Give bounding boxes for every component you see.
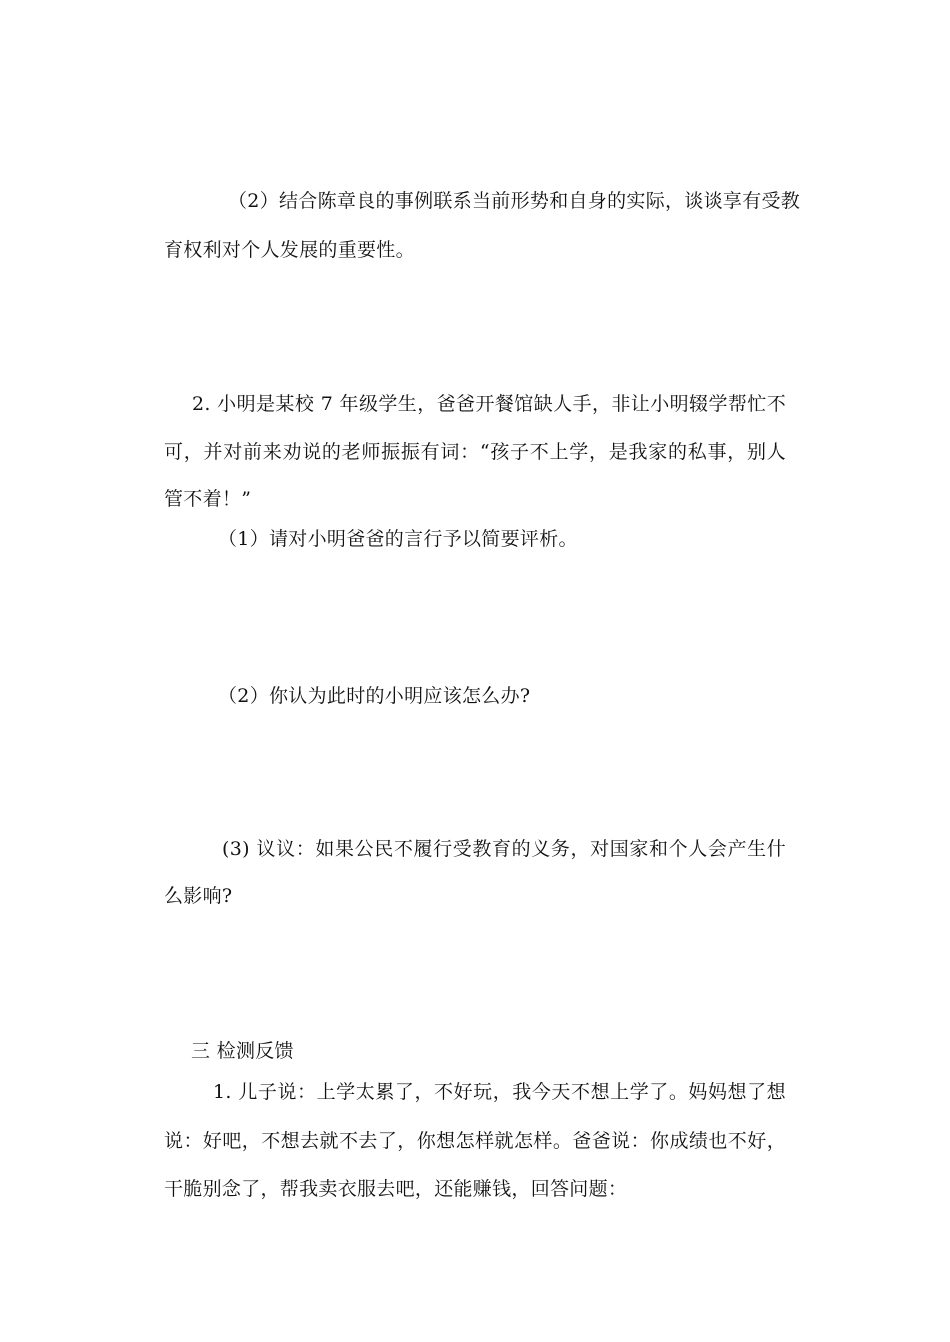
- section3-heading: 三 检测反馈: [191, 1040, 294, 1062]
- q1-part2-line1: （2）结合陈章良的事例联系当前形势和自身的实际，谈谈享有受教: [228, 190, 801, 212]
- q2-part3-line1: (3) 议议：如果公民不履行受教育的义务，对国家和个人会产生什: [222, 838, 786, 860]
- q2-part2: （2）你认为此时的小明应该怎么办?: [218, 685, 531, 707]
- q2-stem-line1: 2. 小明是某校 7 年级学生，爸爸开餐馆缺人手，非让小明辍学帮忙不: [192, 393, 786, 415]
- section3-q1-line1: 1. 儿子说：上学太累了，不好玩，我今天不想上学了。妈妈想了想: [213, 1081, 786, 1103]
- q2-stem-line3: 管不着！”: [164, 488, 252, 510]
- q2-part3-line2: 么影响?: [164, 885, 233, 907]
- section3-q1-line3: 干脆别念了，帮我卖衣服去吧，还能赚钱，回答问题：: [164, 1178, 628, 1200]
- section3-q1-line2: 说：好吧，不想去就不去了，你想怎样就怎样。爸爸说：你成绩也不好，: [164, 1130, 786, 1152]
- q2-stem-line2: 可，并对前来劝说的老师振振有词：“孩子不上学，是我家的私事，别人: [164, 441, 786, 463]
- q2-part1: （1）请对小明爸爸的言行予以简要评析。: [218, 528, 578, 550]
- q1-part2-line2: 育权利对个人发展的重要性。: [164, 239, 415, 261]
